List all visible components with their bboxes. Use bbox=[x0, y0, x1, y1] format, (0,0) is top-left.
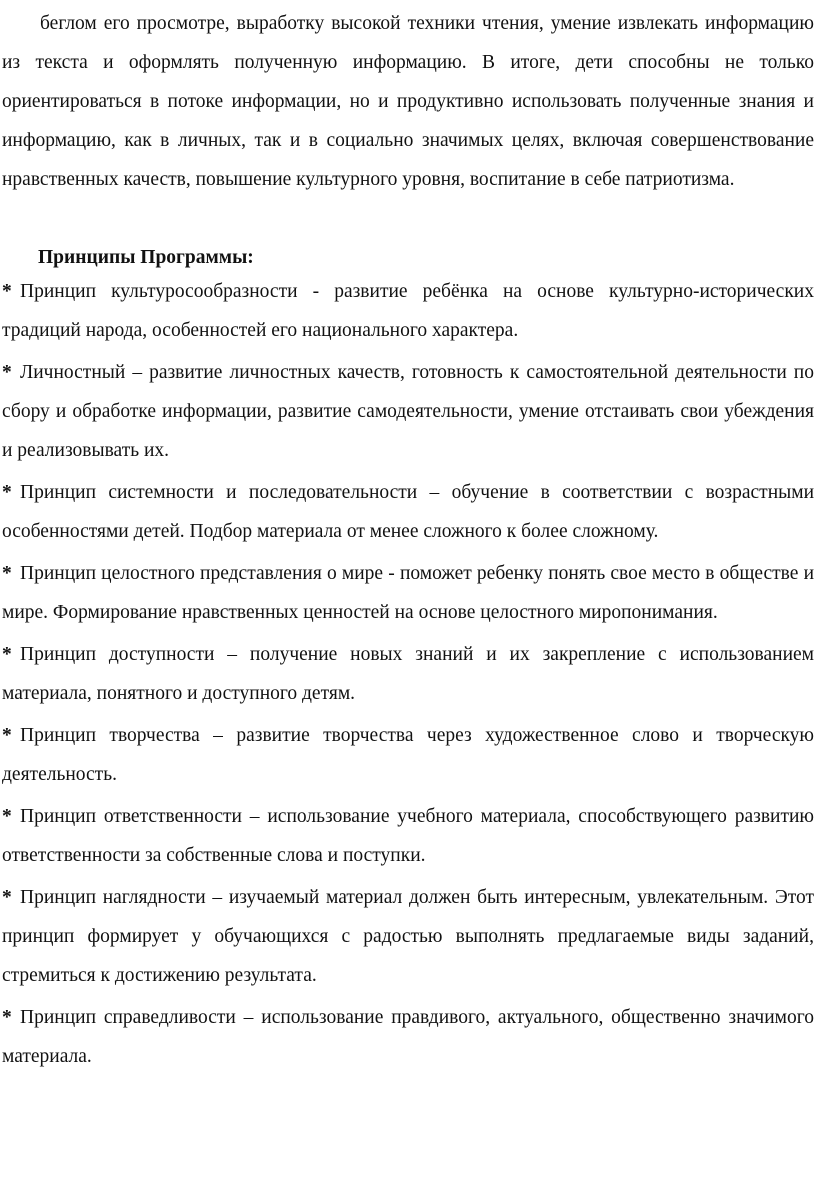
bullet-marker: * bbox=[2, 563, 12, 584]
principle-separator: – bbox=[214, 644, 250, 665]
principle-text: получение новых знаний и их закрепление с использованием материала, понятного и доступного детям. bbox=[2, 644, 814, 704]
intro-paragraph: беглом его просмотре, выработку высокой техники чтения, умение извлекать информацию из текста и оформлять полученную информацию. В итоге, дети способны не только ориентироваться в потоке информации, но и продуктивно использовать полученные знания и информацию, как в личных, так и в социально значимых целях, включая совершенствование нравственных качеств, повышение культурного уровня, воспитание в себе патриотизма. bbox=[2, 13, 814, 190]
principle-term: Принцип культуросообразности bbox=[20, 281, 298, 302]
principle-item bbox=[2, 635, 814, 713]
principle-item bbox=[2, 554, 814, 632]
principle-item bbox=[2, 797, 814, 875]
principle-item bbox=[2, 998, 814, 1076]
principle-term: Принцип ответственности bbox=[20, 806, 242, 827]
section-heading: Принципы Программы: bbox=[38, 247, 254, 268]
principle-term: Принцип системности и последовательности bbox=[20, 482, 418, 503]
principle-term: Принцип целостного представления о мире bbox=[20, 563, 384, 584]
principle-separator: – bbox=[235, 1007, 262, 1028]
bullet-marker: * bbox=[2, 362, 12, 383]
principle-separator: – bbox=[417, 482, 452, 503]
principle-text: изучаемый материал должен быть интересным, увлекательным. Этот принцип формирует у обучающихся с радостью выполнять предлагаемые виды заданий, стремиться к достижению результата. bbox=[2, 887, 815, 986]
principle-text: развитие творчества через художественное слово и творческую деятельность. bbox=[2, 725, 814, 785]
principle-separator: – bbox=[199, 725, 237, 746]
principle-text: поможет ребенку понять свое место в обществе и мире. Формирование нравственных ценностей на основе целостного миропонимания. bbox=[2, 563, 815, 623]
bullet-marker: * bbox=[2, 644, 12, 665]
principle-term: Принцип доступности bbox=[20, 644, 215, 665]
principle-item bbox=[2, 716, 814, 794]
principle-term: Принцип творчества bbox=[20, 725, 200, 746]
principle-text: обучение в соответствии с возрастными особенностями детей. Подбор материала от менее сложного к более сложному. bbox=[2, 482, 815, 542]
principle-separator: – bbox=[241, 806, 268, 827]
principle-text: использование правдивого, актуального, общественно значимого материала. bbox=[2, 1007, 814, 1067]
principle-separator: - bbox=[383, 563, 400, 584]
bullet-marker: * bbox=[2, 482, 12, 503]
principle-item bbox=[2, 878, 814, 995]
principle-item bbox=[2, 473, 814, 551]
principle-text: развитие личностных качеств, готовность к самостоятельной деятельности по сбору и обработке информации, развитие самодеятельности, умение отстаивать свои убеждения и реализовывать их. bbox=[2, 362, 814, 461]
principle-item bbox=[2, 353, 814, 470]
principle-term: Принцип справедливости bbox=[20, 1007, 236, 1028]
principle-separator: – bbox=[205, 887, 229, 908]
principle-item bbox=[2, 272, 814, 350]
principle-text: использование учебного материала, способствующего развитию ответственности за собственные слова и поступки. bbox=[2, 806, 814, 866]
bullet-marker: * bbox=[2, 887, 12, 908]
principle-separator: – bbox=[125, 362, 150, 383]
principles-list bbox=[2, 272, 814, 1079]
principle-text: развитие ребёнка на основе культурно-исторических традиций народа, особенностей его национального характера. bbox=[2, 281, 814, 341]
bullet-marker: * bbox=[2, 1007, 12, 1028]
bullet-marker: * bbox=[2, 725, 12, 746]
bullet-marker: * bbox=[2, 806, 12, 827]
principle-separator: - bbox=[297, 281, 335, 302]
principle-term: Принцип наглядности bbox=[20, 887, 206, 908]
bullet-marker: * bbox=[2, 281, 12, 302]
principle-term: Личностный bbox=[20, 362, 126, 383]
